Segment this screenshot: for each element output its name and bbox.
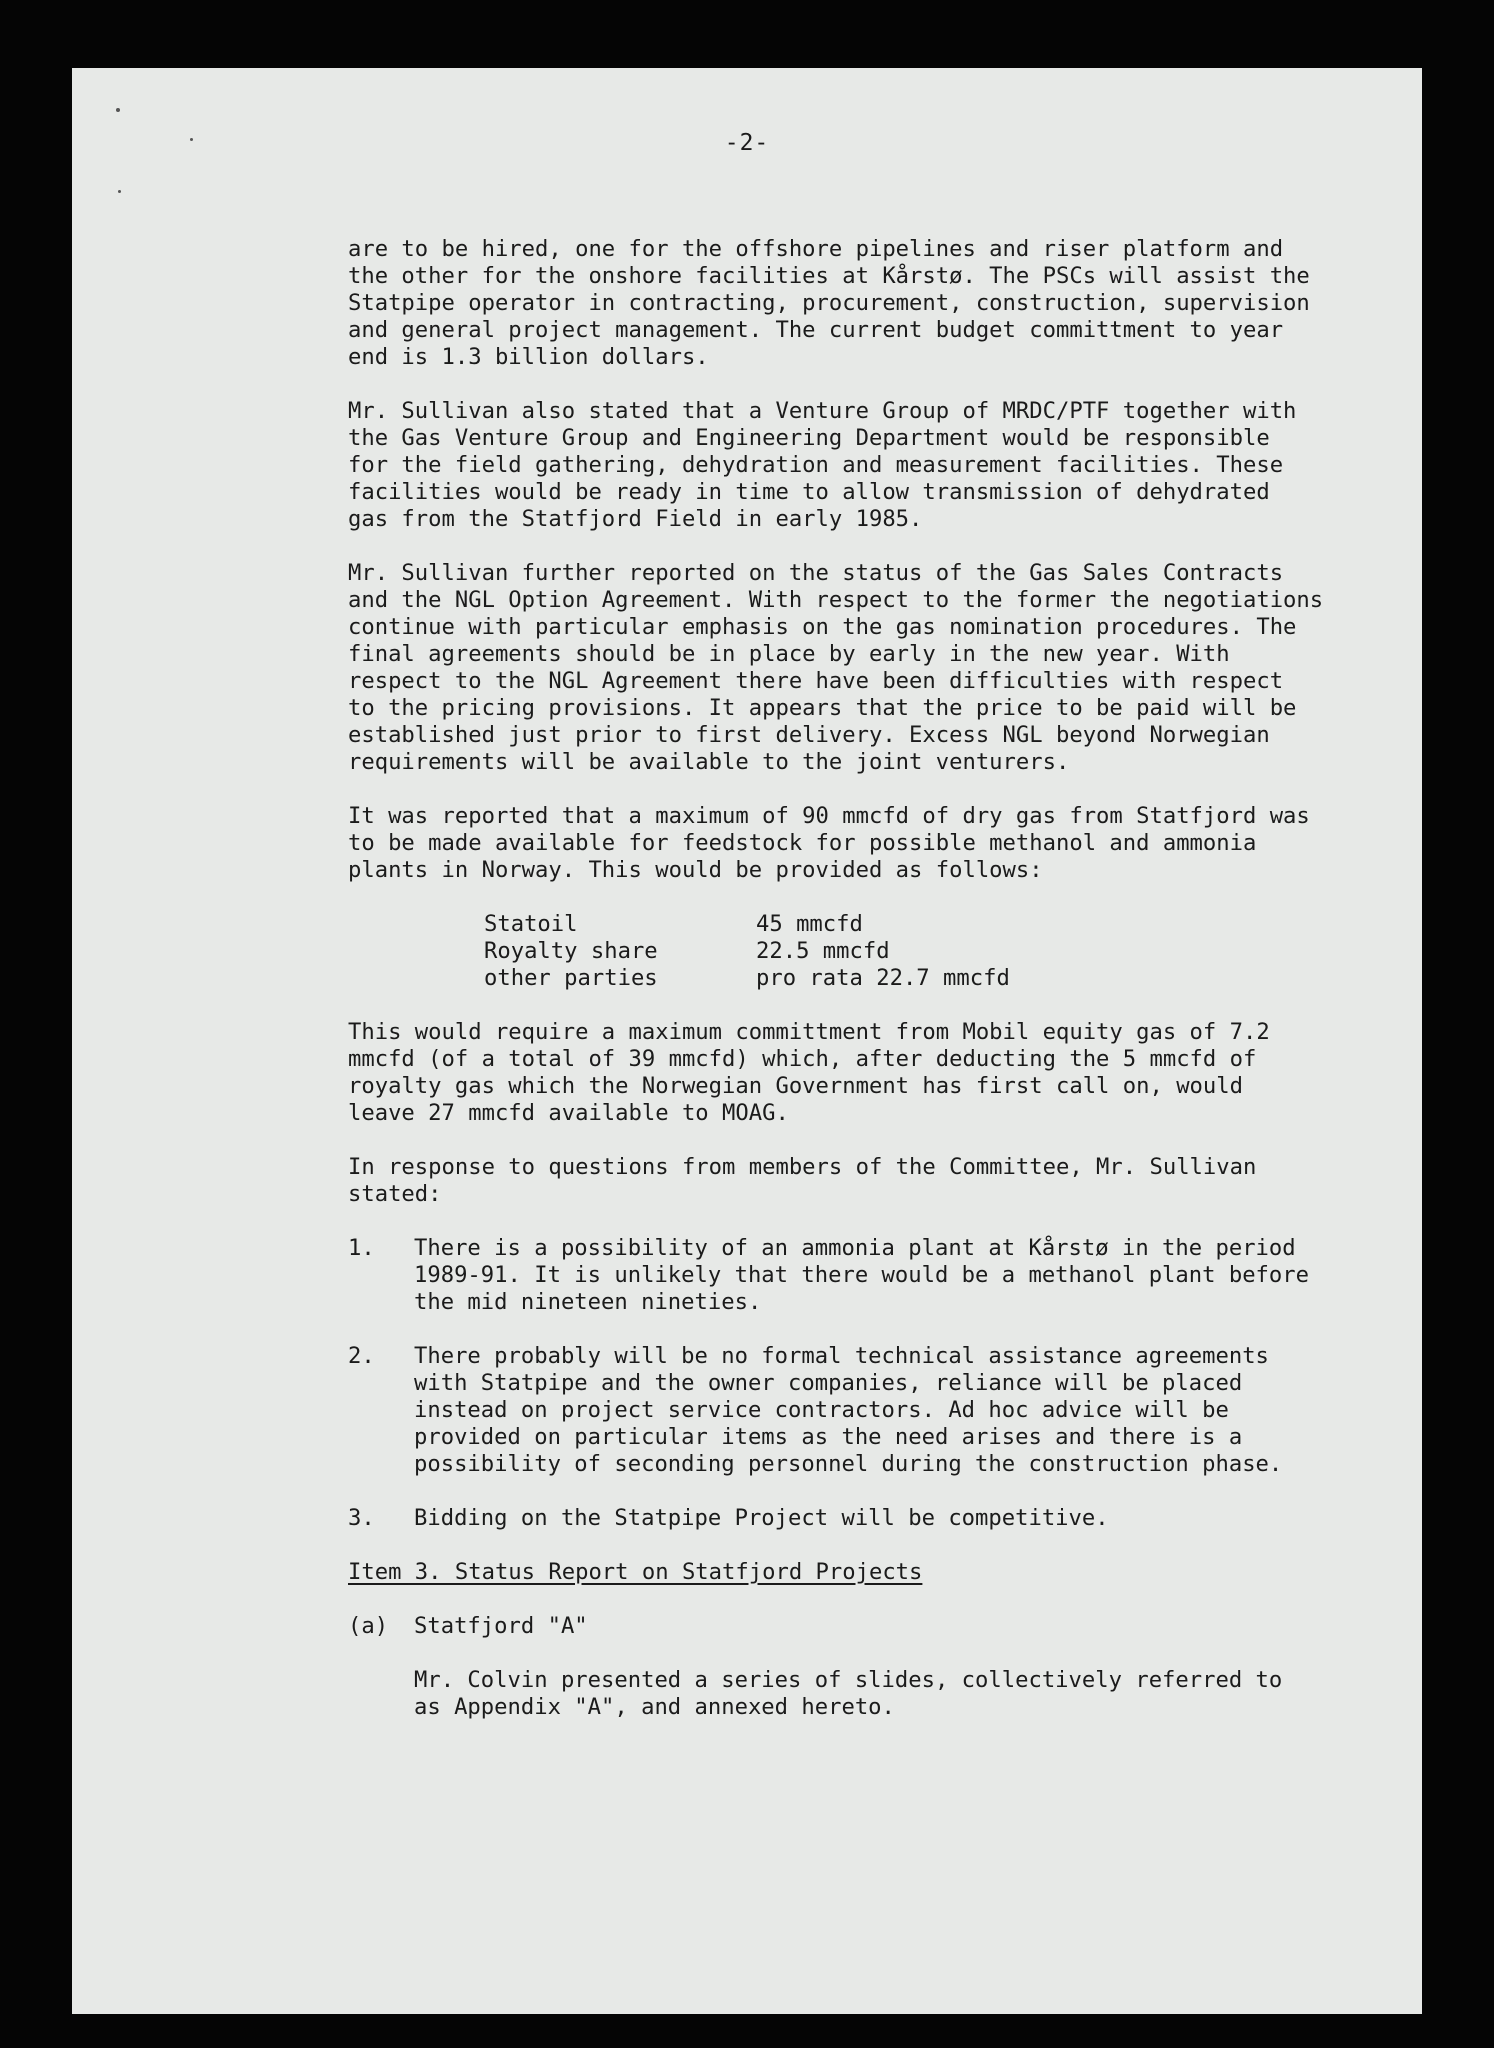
table-row bbox=[484, 938, 1368, 965]
text-line: Mr. Sullivan also stated that a Venture Group of MRDC/PTF together with bbox=[348, 398, 1297, 424]
text-line: plants in Norway. This would be provided as follows: bbox=[348, 857, 1043, 883]
text-line: Statpipe operator in contracting, procurement, construction, supervision bbox=[348, 290, 1310, 316]
text-line: mmcfd (of a total of 39 mmcfd) which, after deducting the 5 mmcfd of bbox=[348, 1046, 1257, 1072]
item-number: 3. bbox=[348, 1505, 375, 1531]
text-line: provided on particular items as the need arises and there is a bbox=[414, 1424, 1243, 1450]
numbered-item-2 bbox=[348, 1343, 1368, 1478]
text-line: It was reported that a maximum of 90 mmcfd of dry gas from Statfjord was bbox=[348, 803, 1310, 829]
gas-allocation-table bbox=[484, 911, 1368, 992]
sub-item-a-body bbox=[414, 1667, 1368, 1721]
amount-cell: 22.5 mmcfd bbox=[756, 938, 890, 964]
party-cell: other parties bbox=[484, 965, 658, 991]
sub-item-title bbox=[414, 1613, 1368, 1640]
paragraph-1 bbox=[348, 236, 1368, 371]
page-number: -2- bbox=[724, 130, 770, 156]
paragraph-5 bbox=[348, 1019, 1368, 1127]
text-line: respect to the NGL Agreement there have been difficulties with respect bbox=[348, 668, 1284, 694]
table-row bbox=[484, 911, 1368, 938]
numbered-item-3 bbox=[348, 1505, 1368, 1532]
text-line: stated: bbox=[348, 1181, 442, 1207]
paragraph-4 bbox=[348, 803, 1368, 884]
text-line: the Gas Venture Group and Engineering Department would be responsible bbox=[348, 425, 1270, 451]
item-text bbox=[414, 1505, 1368, 1532]
text-line: gas from the Statfjord Field in early 1985. bbox=[348, 506, 923, 532]
text-line: and the NGL Option Agreement. With respect to the former the negotiations bbox=[348, 587, 1324, 613]
text-line: Mr. Colvin presented a series of slides, collectively referred to bbox=[414, 1667, 1283, 1693]
numbered-item-1 bbox=[348, 1235, 1368, 1316]
section-heading-text: Item 3. Status Report on Statfjord Projects bbox=[348, 1559, 923, 1585]
text-line: leave 27 mmcfd available to MOAG. bbox=[348, 1100, 789, 1126]
document-page bbox=[72, 68, 1422, 2014]
text-line: established just prior to first delivery. Excess NGL beyond Norwegian bbox=[348, 722, 1270, 748]
sub-item-label: (a) bbox=[348, 1613, 389, 1639]
amount-cell: 45 mmcfd bbox=[756, 911, 863, 937]
item-text bbox=[414, 1235, 1368, 1316]
text-line: This would require a maximum committment from Mobil equity gas of 7.2 bbox=[348, 1019, 1270, 1045]
amount-cell: pro rata 22.7 mmcfd bbox=[756, 965, 1010, 991]
sub-item-a bbox=[348, 1613, 1368, 1640]
scan-speck bbox=[118, 190, 121, 193]
text-line: requirements will be available to the joint venturers. bbox=[348, 749, 1070, 775]
text-line: continue with particular emphasis on the gas nomination procedures. The bbox=[348, 614, 1297, 640]
text-line: and general project management. The current budget committment to year bbox=[348, 317, 1284, 343]
text-line: are to be hired, one for the offshore pipelines and riser platform and bbox=[348, 236, 1284, 262]
party-cell: Royalty share bbox=[484, 938, 658, 964]
text-line: Bidding on the Statpipe Project will be competitive. bbox=[414, 1505, 1109, 1531]
text-line: as Appendix "A", and annexed hereto. bbox=[414, 1694, 895, 1720]
paragraph-6 bbox=[348, 1154, 1368, 1208]
text-line: possibility of seconding personnel during the construction phase. bbox=[414, 1451, 1283, 1477]
text-line: to the pricing provisions. It appears that the price to be paid will be bbox=[348, 695, 1297, 721]
paragraph-3 bbox=[348, 560, 1368, 776]
text-line: facilities would be ready in time to allow transmission of dehydrated bbox=[348, 479, 1270, 505]
text-line: royalty gas which the Norwegian Government has first call on, would bbox=[348, 1073, 1243, 1099]
text-line: end is 1.3 billion dollars. bbox=[348, 344, 709, 370]
text-line: the mid nineteen nineties. bbox=[414, 1289, 762, 1315]
section-heading bbox=[348, 1559, 1368, 1586]
party-cell: Statoil bbox=[484, 911, 578, 937]
text-line: the other for the onshore facilities at Kårstø. The PSCs will assist the bbox=[348, 263, 1310, 289]
text-line: for the field gathering, dehydration and measurement facilities. These bbox=[348, 452, 1284, 478]
text-line: with Statpipe and the owner companies, reliance will be placed bbox=[414, 1370, 1243, 1396]
text-line: instead on project service contractors. Ad hoc advice will be bbox=[414, 1397, 1229, 1423]
item-number: 1. bbox=[348, 1235, 375, 1261]
text-line: In response to questions from members of the Committee, Mr. Sullivan bbox=[348, 1154, 1257, 1180]
text-line: Statfjord "A" bbox=[414, 1613, 588, 1639]
text-line: There probably will be no formal technical assistance agreements bbox=[414, 1343, 1269, 1369]
paragraph-2 bbox=[348, 398, 1368, 533]
text-line: to be made available for feedstock for possible methanol and ammonia bbox=[348, 830, 1257, 856]
text-line: 1989-91. It is unlikely that there would be a methanol plant before bbox=[414, 1262, 1309, 1288]
text-line: final agreements should be in place by early in the new year. With bbox=[348, 641, 1230, 667]
item-text bbox=[414, 1343, 1368, 1478]
text-line: There is a possibility of an ammonia plant at Kårstø in the period bbox=[414, 1235, 1296, 1261]
document-body bbox=[348, 236, 1368, 1748]
scan-speck bbox=[116, 108, 120, 112]
table-row bbox=[484, 965, 1368, 992]
item-number: 2. bbox=[348, 1343, 375, 1369]
text-line: Mr. Sullivan further reported on the status of the Gas Sales Contracts bbox=[348, 560, 1284, 586]
